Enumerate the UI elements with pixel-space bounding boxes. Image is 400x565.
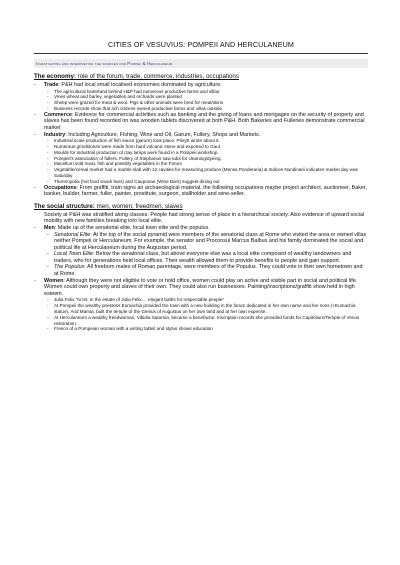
sub-item-text: Business records show that rich citizens owned productive farms and villas outside xyxy=(54,105,223,111)
list-item-men xyxy=(34,225,368,278)
sub-item-text: At Pompeii the wealthy priestess Eumachia provided the town with a new building in the forum dedicated in her own name and her sons (+Eumachia statue). And Mamia, built the temple of the Genius of Augustus on her own land and at her own expense. xyxy=(54,303,356,315)
bullet-dash: - xyxy=(34,277,36,284)
sub-item-text: Julia Felix "to let, in the estate of Julia Felix.... elegant baths for respectable people" xyxy=(54,297,225,303)
list-item-industry xyxy=(34,132,368,185)
sub-item-text: Moulds for industrial production of clay lamps were found in a Pompeii workshop. xyxy=(54,149,219,155)
sub-item-text: The agricultural hinterland behind H&P had numerous productive farms and villas xyxy=(54,88,220,94)
social-heading-label: The social structure: xyxy=(34,202,95,210)
sub-item-text: Industrial scale production of fish sauce (garum) took place. PlinyE wrote about it. xyxy=(54,138,220,144)
sub-item-text: Fresco of a Pompeian woman with a writing tablet and stylus shows education xyxy=(54,326,213,332)
list-item-senatorial: - Senatorial Elite: At the top of the social pyramid were members of the senatorial class at Rome who visited the area or owned villas neither Pompeii or Herculaneum. For example, the senator and Proconsul Marcus Balbus and his family dominated the social and political life at Herculaneum during the Augustan period. xyxy=(47,231,367,251)
trade-sublist xyxy=(44,89,368,112)
sub-item-text: Vegetable/cereal market had a marble slab with 12 cavities for measuring produce (Mensa Ponderaria) & Indices Nundinarii indicates market day was Saturday xyxy=(54,167,358,178)
trade-label: Trade xyxy=(44,82,59,88)
sub-item-text: Pompeii's association of fullers. Fullery of Stephanus saw tubs for cleaning/dyeing. xyxy=(54,155,222,161)
list-item: - Julia Felix "to let, in the estate of Julia Felix.... elegant baths for respectable people" xyxy=(47,297,225,303)
section-heading-economy xyxy=(34,73,368,80)
list-item: - Macellum sold meat, fish and possibly vegetables in the Forum xyxy=(47,161,182,167)
list-item: - Vegetable/cereal market had a marble slab with 12 cavities for measuring produce (Mensa Ponderaria) & Indices Nundinarii indicates market day was Saturday xyxy=(47,167,358,178)
list-item-occupations xyxy=(34,185,368,198)
occupations-text: : From graffiti, train signs an archaeological material, the following occupations maybe project architect, auctioneer, Baker, banker, builder, farmer, fuller, painter, prostitute, surgeon, stallholder and wine-seller. xyxy=(44,184,367,198)
economy-heading-topics: role of the forum, trade, commerce, industries, occupations xyxy=(75,73,239,80)
women-sublist xyxy=(44,297,368,332)
bullet-dash: - xyxy=(34,184,36,191)
sub-item-text: Thermopolia (hot food snack bars) and Cauponae (Wine Bars) suggest dining out xyxy=(54,178,220,184)
senatorial-label: Senatorial Elite xyxy=(54,231,91,238)
list-item-trade xyxy=(34,82,368,112)
sub-item-text: Sheep were grazed for meat & wool. Pigs & other animals were bred for meat/skins xyxy=(54,100,224,106)
women-text: : Although they were not eligible to vote or hold office, women could play an active and visible part in social and political life. Women could own property and slaves of their own. They could also run businesses. Painting/inscriptions/graffiti show held in high esteem. xyxy=(44,277,358,297)
list-item: - Thermopolia (hot food snack bars) and Cauponae (Wine Bars) suggest dining out xyxy=(47,178,220,184)
title-divider xyxy=(34,53,368,54)
subtitle-bar: Investigating and interpreting the sources for Pompeii & Herculaneum xyxy=(34,59,368,68)
senatorial-text: : At the top of the social pyramid were members of the senatorial class at Rome who visited the area or owned villas neither Pompeii or Herculaneum. For example, the senator and Proconsul Marcus Balbus and his family dominated the social and political life at Herculaneum during the Augustan period. xyxy=(54,231,367,251)
men-sublist xyxy=(44,232,368,278)
populus-label: The Populus xyxy=(54,264,85,271)
populus-text: : All freeborn males of Roman parentage, were members of the Populus. They could vote in their own hometown and at Rome. xyxy=(54,264,363,278)
list-item: - Vines wheat and barley, vegetables and orchards were planted xyxy=(47,94,182,100)
section-heading-social xyxy=(34,203,368,210)
local-elite-text: : Below the senatorial class, but above everyone else was a local elite composed of wealthy landowners and traders, who for generations held local offices. Their wealth allowed them to provide benefits to people and gain support. xyxy=(54,251,352,264)
men-label: Men xyxy=(44,224,55,231)
local-elite-label: Local Town Elite xyxy=(54,251,94,258)
occupations-label: Occupations xyxy=(44,184,77,191)
list-item: - Pompeii's association of fullers. Fullery of Stephanus saw tubs for cleaning/dyeing. xyxy=(47,155,222,161)
list-item: - Numerous grindstones were made from hard volcanic stone and exported to Gaul. xyxy=(47,143,221,149)
industry-sublist xyxy=(44,138,368,184)
sub-item-text: Numerous grindstones were made from hard volcanic stone and exported to Gaul. xyxy=(54,143,221,149)
bullet-dash: - xyxy=(34,111,36,118)
women-label: Women xyxy=(44,277,64,284)
bullet-dash: - xyxy=(34,224,36,231)
sub-item-text: Macellum sold meat, fish and possibly vegetables in the Forum xyxy=(54,161,182,167)
list-item: - The agricultural hinterland behind H&P had numerous productive farms and villas xyxy=(47,88,220,94)
list-item-local-elite: - Local Town Elite: Below the senatorial class, but above everyone else was a local elite composed of wealthy landowners and traders, who for generations held local offices. Their wealth allowed them to provide benefits to people and gain support. xyxy=(47,251,352,264)
list-item: - Industrial scale production of fish sauce (garum) took place. PlinyE wrote about it. xyxy=(47,138,220,144)
list-item-populus: - The Populus: All freeborn males of Roman parentage, were members of the Populus. They could vote in their own hometown and at Rome. xyxy=(47,264,363,278)
list-item-women xyxy=(34,278,368,333)
social-list xyxy=(34,225,368,332)
list-item: - Moulds for industrial production of clay lamps were found in a Pompeii workshop. xyxy=(47,149,219,155)
list-item: - At Herculaneum a wealthy freedwoman, Vibidia Saturnia, became a benefactor. Inscription records she provided funds for Capitolium/Temple of Venus restoration. xyxy=(47,314,360,326)
industry-label: Industry xyxy=(44,131,66,138)
commerce-text: : Evidence for commercial activities such as banking and the giving of loans and mortgages on the security of property and slaves has been found recorded on wax wooden tablets discovered at both P&H. Both Bakeries and Fulleries demonstrate commercial market xyxy=(44,111,365,131)
list-item-commerce xyxy=(34,112,368,132)
social-intro: Society at P&H was stratified along classes. People had strong sense of place in a hierarchical society. Also evidence of upward social mobility with new families breaking into local elite. xyxy=(44,211,365,225)
men-text: : Made up of the senatorial elite, local town elite and the populus. xyxy=(54,224,210,231)
economy-heading-label: The economy: xyxy=(34,73,76,80)
sub-item-text: Vines wheat and barley, vegetables and orchards were planted xyxy=(54,94,182,100)
bullet-dash: - xyxy=(34,131,36,138)
industry-text: : Including Agriculture, Fishing, Wine and Oil, Garum, Fullery, Shops and Markets. xyxy=(65,131,261,138)
list-item: - Business records show that rich citizens owned productive farms and villas outside xyxy=(47,105,223,111)
list-item: - Sheep were grazed for meat & wool. Pigs & other animals were bred for meat/skins xyxy=(47,100,224,106)
social-heading-topics: men, women, freedmen, slaves xyxy=(94,202,183,210)
trade-text: : P&H had local small localised economies dominated by agriculture. xyxy=(58,82,222,88)
economy-list xyxy=(34,82,368,198)
list-item: - At Pompeii the wealthy priestess Eumachia provided the town with a new building in the forum dedicated in her own name and her sons (+Eumachia statue). And Mamia, built the temple of the Genius of Augustus on her own land and at her own expense. xyxy=(47,303,356,315)
bullet-dash: - xyxy=(34,82,36,88)
page-title: CITIES OF VESUVIUS: POMPEII AND HERCULANEUM xyxy=(107,40,294,49)
sub-item-text: At Herculaneum a wealthy freedwoman, Vibidia Saturnia, became a benefactor. Inscription records she provided funds for Capitolium/Temple of Venus restoration. xyxy=(54,314,360,326)
list-item: - Fresco of a Pompeian woman with a writing tablet and stylus shows education xyxy=(47,326,213,332)
commerce-label: Commerce xyxy=(44,111,72,118)
